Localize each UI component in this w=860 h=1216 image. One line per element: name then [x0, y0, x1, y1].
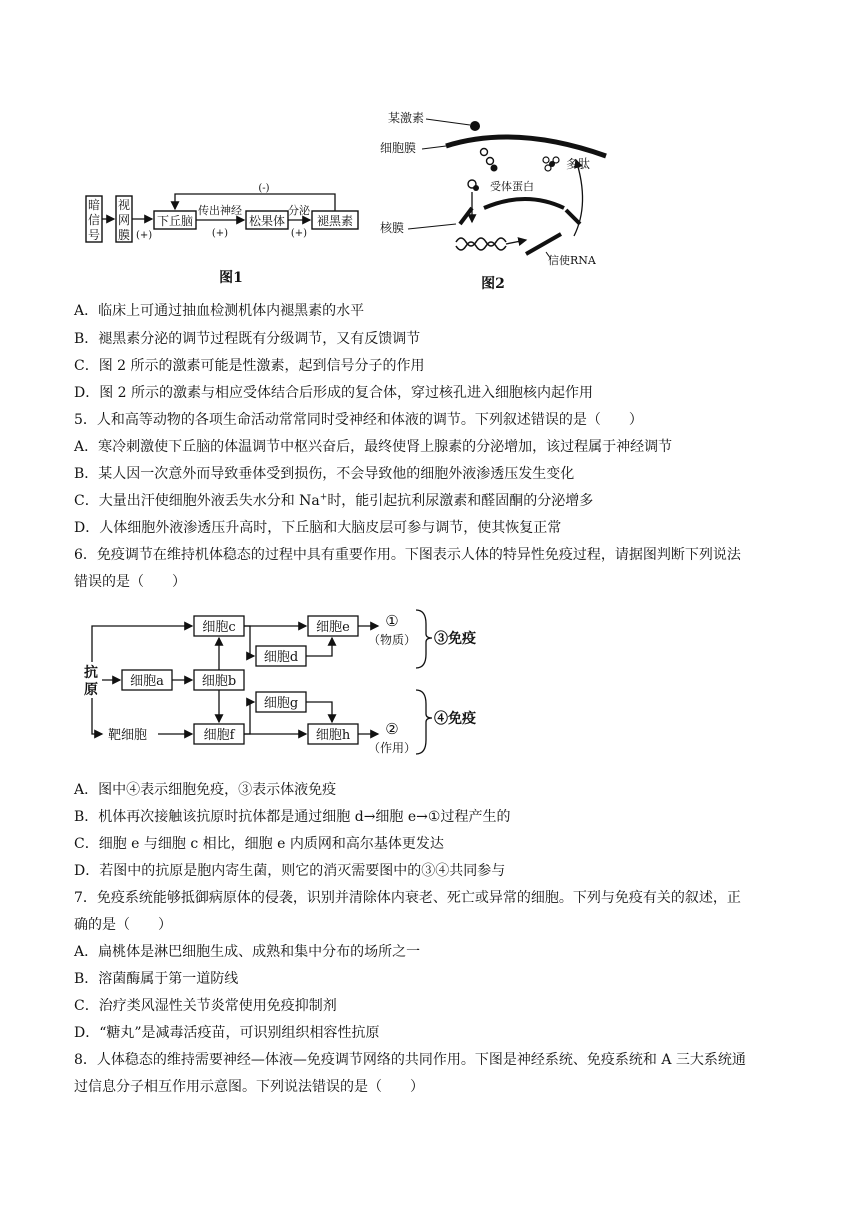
cell-e-label: 细胞e	[316, 620, 350, 635]
figure-immune-process-diagram	[74, 600, 494, 760]
q7-option-d: D．“糖丸”是减毒活疫苗，可识别组织相容性抗原	[74, 1025, 380, 1041]
q7-option-a: A．扁桃体是淋巴细胞生成、成熟和集中分布的场所之一	[74, 944, 421, 960]
figure-1-caption: 图1	[219, 270, 243, 286]
q5-stem: 5．人和高等动物的各项生命活动常常同时受神经和体液的调节。下列叙述错误的是（ ）	[74, 412, 643, 428]
q5-option-c	[74, 492, 593, 510]
mrna-label: 信使RNA	[548, 254, 596, 267]
q5-option-c-sup: +	[319, 492, 328, 503]
cell-c-label: 细胞c	[202, 620, 236, 635]
retina-plus-sign: (+)	[136, 230, 153, 241]
q4-option-a: A．临床上可通过抽血检测机体内褪黑素的水平	[74, 303, 365, 319]
cell-d-label: 细胞d	[263, 650, 299, 665]
q7-stem-line-1: 7．免疫系统能够抵御病原体的侵袭，识别并清除体内衰老、死亡或异常的细胞。下列与免疫有关的叙述，正	[74, 890, 741, 906]
nerve-label: 传出神经	[198, 204, 242, 217]
q8-stem-line-1: 8．人体稳态的维持需要神经—体液—免疫调节网络的共同作用。下图是神经系统、免疫系统和 A 三大系统通	[74, 1052, 746, 1068]
antigen-char-1: 抗	[84, 665, 98, 681]
q7-stem-line-2: 确的是（ ）	[74, 917, 172, 933]
receptor-protein-label: 受体蛋白	[490, 180, 534, 193]
retina-char-3: 膜	[117, 228, 131, 242]
output-2-label: （作用）	[367, 741, 417, 755]
retina-char-2: 网	[117, 213, 131, 227]
dark-signal-char-1: 暗	[87, 198, 101, 212]
figure-1-melatonin-diagram	[74, 178, 374, 293]
secrete-label: 分泌	[288, 204, 310, 217]
q6-stem-line-2: 错误的是（ ）	[74, 574, 186, 590]
output-1-symbol: ①	[385, 612, 399, 630]
q6-option-b: B．机体再次接触该抗原时抗体都是通过细胞 d→细胞 e→①过程产生的	[74, 809, 511, 825]
immune-3-label: ③免疫	[434, 631, 476, 647]
q6-stem-line-1: 6．免疫调节在维持机体稳态的过程中具有重要作用。下图表示人体的特异性免疫过程，请据图判断下列说法	[74, 547, 741, 563]
output-2-symbol: ②	[385, 720, 399, 738]
q4-option-d: D．图 2 所示的激素与相应受体结合后形成的复合体，穿过核孔进入细胞核内起作用	[74, 385, 594, 401]
q7-option-b: B．溶菌酶属于第一道防线	[74, 971, 239, 987]
mrna-strand	[526, 234, 561, 254]
q5-option-d: D．人体细胞外液渗透压升高时，下丘脑和大脑皮层可参与调节，使其恢复正常	[74, 520, 562, 536]
hypothalamus-label: 下丘脑	[156, 214, 194, 228]
polypeptide-label: 多肽	[566, 157, 591, 171]
retina-char-1: 视	[117, 198, 131, 212]
cell-f-label: 细胞f	[203, 728, 235, 743]
hormone-molecule-icon	[470, 121, 480, 131]
figure-2-hormone-receptor-diagram	[376, 104, 626, 294]
q7-option-c: C．治疗类风湿性关节炎常使用免疫抑制剂	[74, 998, 337, 1014]
q6-option-c: C．细胞 e 与细胞 c 相比，细胞 e 内质网和高尔基体更发达	[74, 836, 444, 852]
nerve-plus-sign: (+)	[211, 228, 229, 239]
q5-option-a: A．寒冷刺激使下丘脑的体温调节中枢兴奋后，最终使肾上腺素的分泌增加，该过程属于神经调节	[74, 439, 673, 455]
q8-stem-line-2: 过信息分子相互作用示意图。下列说法错误的是（ ）	[74, 1079, 424, 1095]
cell-membrane-line	[446, 137, 606, 156]
cell-a-label: 细胞a	[130, 674, 164, 689]
cell-b-label: 细胞b	[201, 674, 237, 689]
feedback-minus-sign: (-)	[258, 183, 270, 194]
nuclear-membrane-label: 核膜	[380, 221, 405, 235]
dark-signal-char-2: 信	[87, 213, 101, 227]
cell-h-label: 细胞h	[315, 728, 351, 743]
q5-option-b: B．某人因一次意外而导致垂体受到损伤，不会导致他的细胞外液渗透压发生变化	[74, 466, 575, 482]
pineal-label: 松果体	[248, 214, 286, 228]
target-cell-label: 靶细胞	[108, 728, 148, 743]
melatonin-label: 褪黑素	[316, 214, 354, 228]
q4-option-b: B．褪黑素分泌的调节过程既有分级调节，又有反馈调节	[74, 331, 421, 347]
figure-2-caption: 图2	[481, 276, 505, 292]
q5-option-c-pre: C．大量出汗使细胞外液丢失水分和 Na	[74, 493, 320, 509]
cell-g-label: 细胞g	[263, 696, 299, 711]
q6-option-d: D．若图中的抗原是胞内寄生菌，则它的消灭需要图中的③④共同参与	[74, 863, 506, 879]
q5-option-c-post: 时，能引起抗利尿激素和醛固酮的分泌增多	[327, 493, 594, 509]
brace-3	[416, 610, 432, 668]
antigen-char-2: 原	[84, 682, 98, 698]
immune-4-label: ④免疫	[434, 711, 476, 727]
dna-strand	[456, 238, 506, 246]
nuclear-membrane-arc	[484, 199, 564, 208]
q6-option-a: A．图中④表示细胞免疫，③表示体液免疫	[74, 782, 337, 798]
output-1-label: （物质）	[367, 633, 417, 647]
hormone-label: 某激素	[388, 111, 425, 125]
cell-membrane-label: 细胞膜	[380, 141, 417, 155]
secrete-plus-sign: (+)	[290, 228, 308, 239]
brace-4	[416, 690, 432, 754]
q4-option-c: C．图 2 所示的激素可能是性激素，起到信号分子的作用	[74, 358, 425, 374]
dark-signal-char-3: 号	[87, 228, 101, 242]
